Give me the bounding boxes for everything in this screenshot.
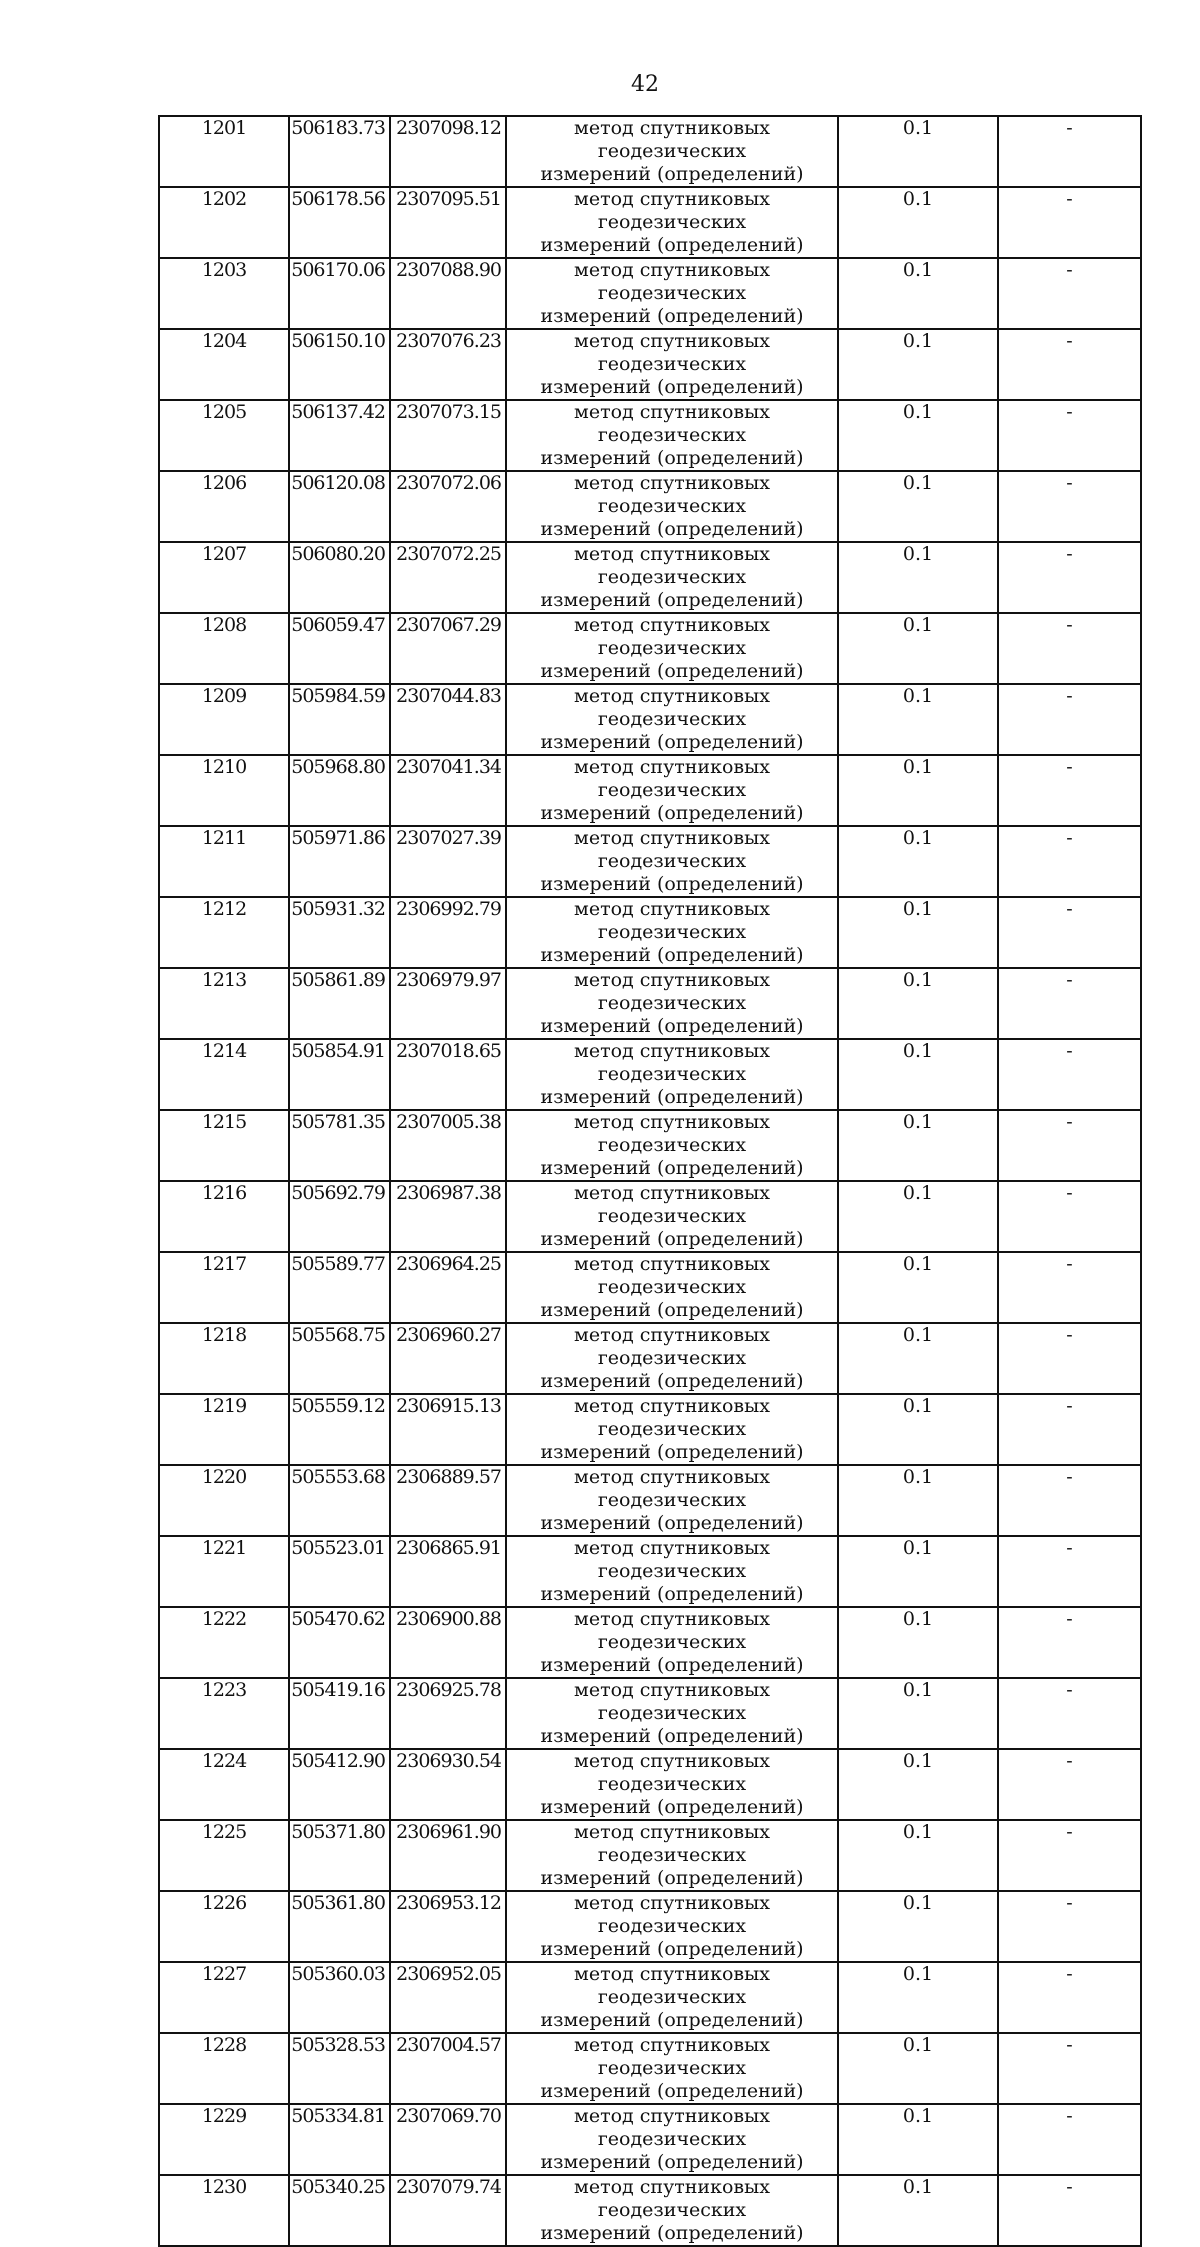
point-number-cell: 1229: [159, 2104, 289, 2175]
description-cell: -: [998, 755, 1141, 826]
table-row: [159, 1394, 1141, 1465]
point-number-cell: 1213: [159, 968, 289, 1039]
method-line-1: метод спутниковых геодезических: [574, 1679, 770, 1724]
method-cell: [506, 116, 838, 187]
x-coordinate-cell: 506183.73: [289, 116, 390, 187]
description-cell: -: [998, 400, 1141, 471]
method-line-1: метод спутниковых геодезических: [574, 1608, 770, 1653]
point-number-cell: 1212: [159, 897, 289, 968]
description-cell: -: [998, 684, 1141, 755]
y-coordinate-cell: 2306952.05: [390, 1962, 506, 2033]
accuracy-cell: 0.1: [838, 1891, 998, 1962]
point-number-cell: 1225: [159, 1820, 289, 1891]
point-number-cell: 1211: [159, 826, 289, 897]
description-cell: -: [998, 542, 1141, 613]
accuracy-cell: 0.1: [838, 897, 998, 968]
point-number-cell: 1215: [159, 1110, 289, 1181]
accuracy-cell: 0.1: [838, 826, 998, 897]
accuracy-cell: 0.1: [838, 1181, 998, 1252]
method-line-2: измерений (определений): [540, 1796, 804, 1818]
description-cell: -: [998, 613, 1141, 684]
description-cell: -: [998, 897, 1141, 968]
x-coordinate-cell: 505334.81: [289, 2104, 390, 2175]
method-line-2: измерений (определений): [540, 518, 804, 540]
point-number-cell: 1219: [159, 1394, 289, 1465]
accuracy-cell: 0.1: [838, 1607, 998, 1678]
y-coordinate-cell: 2307088.90: [390, 258, 506, 329]
method-line-1: метод спутниковых геодезических: [574, 1111, 770, 1156]
accuracy-cell: 0.1: [838, 1394, 998, 1465]
point-number-cell: 1216: [159, 1181, 289, 1252]
table-row: [159, 613, 1141, 684]
table-row: [159, 329, 1141, 400]
y-coordinate-cell: 2306964.25: [390, 1252, 506, 1323]
method-cell: [506, 826, 838, 897]
x-coordinate-cell: 505553.68: [289, 1465, 390, 1536]
x-coordinate-cell: 505340.25: [289, 2175, 390, 2246]
description-cell: -: [998, 1820, 1141, 1891]
method-line-1: метод спутниковых геодезических: [574, 1182, 770, 1227]
method-line-2: измерений (определений): [540, 2222, 804, 2244]
point-number-cell: 1218: [159, 1323, 289, 1394]
point-number-cell: 1210: [159, 755, 289, 826]
method-line-2: измерений (определений): [540, 2080, 804, 2102]
y-coordinate-cell: 2307004.57: [390, 2033, 506, 2104]
x-coordinate-cell: 505692.79: [289, 1181, 390, 1252]
table-row: [159, 542, 1141, 613]
description-cell: -: [998, 1465, 1141, 1536]
method-line-2: измерений (определений): [540, 1654, 804, 1676]
method-line-2: измерений (определений): [540, 1512, 804, 1534]
x-coordinate-cell: 505854.91: [289, 1039, 390, 1110]
method-line-2: измерений (определений): [540, 802, 804, 824]
method-cell: [506, 613, 838, 684]
method-line-2: измерений (определений): [540, 873, 804, 895]
x-coordinate-cell: 505361.80: [289, 1891, 390, 1962]
method-line-1: метод спутниковых геодезических: [574, 1750, 770, 1795]
method-cell: [506, 1607, 838, 1678]
y-coordinate-cell: 2307098.12: [390, 116, 506, 187]
x-coordinate-cell: 505861.89: [289, 968, 390, 1039]
x-coordinate-cell: 505984.59: [289, 684, 390, 755]
description-cell: -: [998, 1181, 1141, 1252]
method-cell: [506, 1820, 838, 1891]
accuracy-cell: 0.1: [838, 329, 998, 400]
y-coordinate-cell: 2307018.65: [390, 1039, 506, 1110]
method-cell: [506, 1181, 838, 1252]
description-cell: -: [998, 258, 1141, 329]
method-line-1: метод спутниковых геодезических: [574, 117, 770, 162]
y-coordinate-cell: 2307027.39: [390, 826, 506, 897]
accuracy-cell: 0.1: [838, 2175, 998, 2246]
x-coordinate-cell: 505412.90: [289, 1749, 390, 1820]
table-row: [159, 897, 1141, 968]
method-line-1: метод спутниковых геодезических: [574, 330, 770, 375]
y-coordinate-cell: 2307041.34: [390, 755, 506, 826]
x-coordinate-cell: 505523.01: [289, 1536, 390, 1607]
method-cell: [506, 755, 838, 826]
x-coordinate-cell: 506150.10: [289, 329, 390, 400]
method-cell: [506, 1465, 838, 1536]
point-number-cell: 1206: [159, 471, 289, 542]
y-coordinate-cell: 2306900.88: [390, 1607, 506, 1678]
accuracy-cell: 0.1: [838, 400, 998, 471]
accuracy-cell: 0.1: [838, 1536, 998, 1607]
description-cell: -: [998, 2033, 1141, 2104]
point-number-cell: 1227: [159, 1962, 289, 2033]
table-row: [159, 1678, 1141, 1749]
table-row: [159, 1039, 1141, 1110]
method-cell: [506, 329, 838, 400]
description-cell: -: [998, 1749, 1141, 1820]
y-coordinate-cell: 2306915.13: [390, 1394, 506, 1465]
accuracy-cell: 0.1: [838, 2104, 998, 2175]
y-coordinate-cell: 2306987.38: [390, 1181, 506, 1252]
table-row: [159, 1962, 1141, 2033]
accuracy-cell: 0.1: [838, 1820, 998, 1891]
accuracy-cell: 0.1: [838, 1252, 998, 1323]
table-row: [159, 1607, 1141, 1678]
method-cell: [506, 2033, 838, 2104]
method-cell: [506, 258, 838, 329]
point-number-cell: 1202: [159, 187, 289, 258]
y-coordinate-cell: 2307073.15: [390, 400, 506, 471]
table-row: [159, 1465, 1141, 1536]
table-row: [159, 1323, 1141, 1394]
method-line-2: измерений (определений): [540, 1725, 804, 1747]
method-cell: [506, 1749, 838, 1820]
y-coordinate-cell: 2307079.74: [390, 2175, 506, 2246]
method-cell: [506, 1252, 838, 1323]
table-row: [159, 2104, 1141, 2175]
description-cell: -: [998, 1039, 1141, 1110]
method-line-2: измерений (определений): [540, 589, 804, 611]
x-coordinate-cell: 505568.75: [289, 1323, 390, 1394]
method-cell: [506, 1110, 838, 1181]
point-number-cell: 1217: [159, 1252, 289, 1323]
page-number: 42: [631, 72, 659, 97]
x-coordinate-cell: 505931.32: [289, 897, 390, 968]
accuracy-cell: 0.1: [838, 1110, 998, 1181]
y-coordinate-cell: 2306930.54: [390, 1749, 506, 1820]
method-line-2: измерений (определений): [540, 1370, 804, 1392]
method-cell: [506, 1323, 838, 1394]
description-cell: -: [998, 1252, 1141, 1323]
method-line-2: измерений (определений): [540, 2009, 804, 2031]
method-cell: [506, 897, 838, 968]
method-line-1: метод спутниковых геодезических: [574, 2034, 770, 2079]
table-row: [159, 826, 1141, 897]
point-number-cell: 1226: [159, 1891, 289, 1962]
table-body: [159, 116, 1141, 2246]
method-line-2: измерений (определений): [540, 447, 804, 469]
description-cell: -: [998, 1891, 1141, 1962]
method-line-1: метод спутниковых геодезических: [574, 259, 770, 304]
method-line-2: измерений (определений): [540, 163, 804, 185]
point-number-cell: 1224: [159, 1749, 289, 1820]
point-number-cell: 1205: [159, 400, 289, 471]
table-row: [159, 1181, 1141, 1252]
table-row: [159, 2033, 1141, 2104]
point-number-cell: 1223: [159, 1678, 289, 1749]
table-row: [159, 258, 1141, 329]
method-line-1: метод спутниковых геодезических: [574, 401, 770, 446]
description-cell: -: [998, 1323, 1141, 1394]
method-cell: [506, 2175, 838, 2246]
method-cell: [506, 400, 838, 471]
method-cell: [506, 2104, 838, 2175]
method-line-2: измерений (определений): [540, 1938, 804, 1960]
method-line-2: измерений (определений): [540, 1583, 804, 1605]
accuracy-cell: 0.1: [838, 1039, 998, 1110]
accuracy-cell: 0.1: [838, 116, 998, 187]
x-coordinate-cell: 505470.62: [289, 1607, 390, 1678]
table-row: [159, 187, 1141, 258]
method-line-2: измерений (определений): [540, 1867, 804, 1889]
method-cell: [506, 968, 838, 1039]
x-coordinate-cell: 505371.80: [289, 1820, 390, 1891]
table-row: [159, 400, 1141, 471]
point-number-cell: 1230: [159, 2175, 289, 2246]
y-coordinate-cell: 2306865.91: [390, 1536, 506, 1607]
y-coordinate-cell: 2307005.38: [390, 1110, 506, 1181]
point-number-cell: 1207: [159, 542, 289, 613]
table-row: [159, 1110, 1141, 1181]
accuracy-cell: 0.1: [838, 2033, 998, 2104]
description-cell: -: [998, 1607, 1141, 1678]
table-row: [159, 755, 1141, 826]
x-coordinate-cell: 506120.08: [289, 471, 390, 542]
accuracy-cell: 0.1: [838, 1962, 998, 2033]
y-coordinate-cell: 2307067.29: [390, 613, 506, 684]
y-coordinate-cell: 2307095.51: [390, 187, 506, 258]
table-row: [159, 116, 1141, 187]
point-number-cell: 1221: [159, 1536, 289, 1607]
point-number-cell: 1208: [159, 613, 289, 684]
method-line-1: метод спутниковых геодезических: [574, 969, 770, 1014]
method-line-2: измерений (определений): [540, 376, 804, 398]
method-line-1: метод спутниковых геодезических: [574, 1395, 770, 1440]
accuracy-cell: 0.1: [838, 613, 998, 684]
point-number-cell: 1228: [159, 2033, 289, 2104]
accuracy-cell: 0.1: [838, 258, 998, 329]
table-row: [159, 1820, 1141, 1891]
method-line-1: метод спутниковых геодезических: [574, 1466, 770, 1511]
method-line-2: измерений (определений): [540, 2151, 804, 2173]
point-number-cell: 1214: [159, 1039, 289, 1110]
method-line-2: измерений (определений): [540, 1086, 804, 1108]
x-coordinate-cell: 505419.16: [289, 1678, 390, 1749]
table-row: [159, 1749, 1141, 1820]
method-line-2: измерений (определений): [540, 731, 804, 753]
method-line-1: метод спутниковых геодезических: [574, 1892, 770, 1937]
description-cell: -: [998, 1110, 1141, 1181]
method-line-2: измерений (определений): [540, 1157, 804, 1179]
coordinates-table: [158, 115, 1142, 2247]
method-cell: [506, 542, 838, 613]
point-number-cell: 1220: [159, 1465, 289, 1536]
y-coordinate-cell: 2307072.25: [390, 542, 506, 613]
point-number-cell: 1222: [159, 1607, 289, 1678]
method-line-1: метод спутниковых геодезических: [574, 472, 770, 517]
method-line-1: метод спутниковых геодезических: [574, 1253, 770, 1298]
accuracy-cell: 0.1: [838, 471, 998, 542]
method-line-1: метод спутниковых геодезических: [574, 614, 770, 659]
x-coordinate-cell: 505968.80: [289, 755, 390, 826]
method-line-1: метод спутниковых геодезических: [574, 1040, 770, 1085]
description-cell: -: [998, 116, 1141, 187]
method-cell: [506, 1678, 838, 1749]
method-line-1: метод спутниковых геодезических: [574, 1963, 770, 2008]
y-coordinate-cell: 2306961.90: [390, 1820, 506, 1891]
table-row: [159, 2175, 1141, 2246]
accuracy-cell: 0.1: [838, 1749, 998, 1820]
description-cell: -: [998, 826, 1141, 897]
x-coordinate-cell: 506178.56: [289, 187, 390, 258]
accuracy-cell: 0.1: [838, 542, 998, 613]
y-coordinate-cell: 2306953.12: [390, 1891, 506, 1962]
description-cell: -: [998, 1394, 1141, 1465]
method-line-1: метод спутниковых геодезических: [574, 1324, 770, 1369]
method-line-1: метод спутниковых геодезических: [574, 543, 770, 588]
method-line-2: измерений (определений): [540, 1441, 804, 1463]
method-line-1: метод спутниковых геодезических: [574, 898, 770, 943]
accuracy-cell: 0.1: [838, 1323, 998, 1394]
description-cell: -: [998, 1962, 1141, 2033]
x-coordinate-cell: 505328.53: [289, 2033, 390, 2104]
y-coordinate-cell: 2306925.78: [390, 1678, 506, 1749]
description-cell: -: [998, 1536, 1141, 1607]
method-cell: [506, 684, 838, 755]
table-row: [159, 1891, 1141, 1962]
description-cell: -: [998, 471, 1141, 542]
method-line-1: метод спутниковых геодезических: [574, 2105, 770, 2150]
method-line-1: метод спутниковых геодезических: [574, 2176, 770, 2221]
description-cell: -: [998, 968, 1141, 1039]
x-coordinate-cell: 506170.06: [289, 258, 390, 329]
x-coordinate-cell: 505781.35: [289, 1110, 390, 1181]
table-row: [159, 684, 1141, 755]
y-coordinate-cell: 2307044.83: [390, 684, 506, 755]
accuracy-cell: 0.1: [838, 755, 998, 826]
x-coordinate-cell: 506137.42: [289, 400, 390, 471]
y-coordinate-cell: 2307072.06: [390, 471, 506, 542]
y-coordinate-cell: 2306979.97: [390, 968, 506, 1039]
y-coordinate-cell: 2307069.70: [390, 2104, 506, 2175]
method-line-1: метод спутниковых геодезических: [574, 1821, 770, 1866]
accuracy-cell: 0.1: [838, 187, 998, 258]
point-number-cell: 1201: [159, 116, 289, 187]
accuracy-cell: 0.1: [838, 968, 998, 1039]
method-cell: [506, 471, 838, 542]
method-line-2: измерений (определений): [540, 305, 804, 327]
method-cell: [506, 1962, 838, 2033]
x-coordinate-cell: 505589.77: [289, 1252, 390, 1323]
description-cell: -: [998, 2104, 1141, 2175]
method-line-1: метод спутниковых геодезических: [574, 756, 770, 801]
x-coordinate-cell: 505559.12: [289, 1394, 390, 1465]
method-line-2: измерений (определений): [540, 1228, 804, 1250]
method-line-2: измерений (определений): [540, 234, 804, 256]
description-cell: -: [998, 187, 1141, 258]
point-number-cell: 1204: [159, 329, 289, 400]
method-line-1: метод спутниковых геодезических: [574, 685, 770, 730]
accuracy-cell: 0.1: [838, 684, 998, 755]
method-cell: [506, 187, 838, 258]
table-row: [159, 1252, 1141, 1323]
method-cell: [506, 1891, 838, 1962]
table-row: [159, 968, 1141, 1039]
method-line-2: измерений (определений): [540, 1015, 804, 1037]
point-number-cell: 1209: [159, 684, 289, 755]
table-row: [159, 1536, 1141, 1607]
table-row: [159, 471, 1141, 542]
x-coordinate-cell: 505971.86: [289, 826, 390, 897]
description-cell: -: [998, 1678, 1141, 1749]
y-coordinate-cell: 2307076.23: [390, 329, 506, 400]
method-line-2: измерений (определений): [540, 944, 804, 966]
accuracy-cell: 0.1: [838, 1678, 998, 1749]
point-number-cell: 1203: [159, 258, 289, 329]
x-coordinate-cell: 506059.47: [289, 613, 390, 684]
y-coordinate-cell: 2306960.27: [390, 1323, 506, 1394]
method-cell: [506, 1394, 838, 1465]
method-cell: [506, 1536, 838, 1607]
y-coordinate-cell: 2306889.57: [390, 1465, 506, 1536]
method-line-1: метод спутниковых геодезических: [574, 827, 770, 872]
method-cell: [506, 1039, 838, 1110]
y-coordinate-cell: 2306992.79: [390, 897, 506, 968]
method-line-1: метод спутниковых геодезических: [574, 1537, 770, 1582]
accuracy-cell: 0.1: [838, 1465, 998, 1536]
x-coordinate-cell: 505360.03: [289, 1962, 390, 2033]
method-line-1: метод спутниковых геодезических: [574, 188, 770, 233]
method-line-2: измерений (определений): [540, 660, 804, 682]
x-coordinate-cell: 506080.20: [289, 542, 390, 613]
method-line-2: измерений (определений): [540, 1299, 804, 1321]
description-cell: -: [998, 329, 1141, 400]
description-cell: -: [998, 2175, 1141, 2246]
